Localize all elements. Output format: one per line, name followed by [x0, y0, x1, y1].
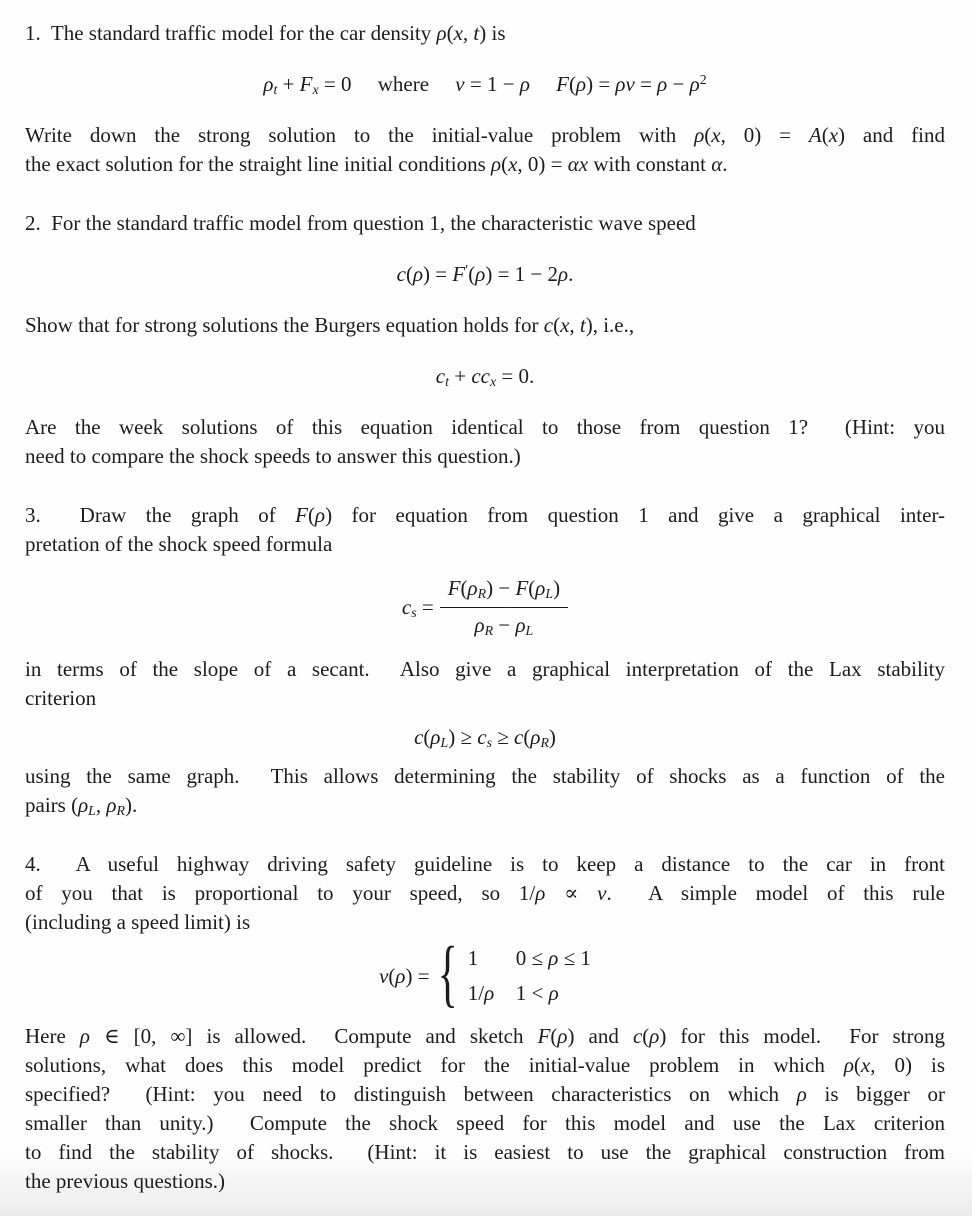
problem-1 [25, 19, 945, 179]
problem-1-heading: 1. The standard traffic model for the car density ρ(x, t) is [25, 21, 506, 45]
fraction [440, 574, 568, 640]
case-2-condition: 1 < ρ [515, 981, 559, 1005]
problem-3-text-line-3: using the same graph. This allows determining the stability of shocks as a function of the [25, 764, 945, 788]
fraction-numerator: $F(\rho_R) - F(\rho_L)$ [440, 574, 568, 608]
case-2-value: 1/ρ [467, 981, 495, 1005]
problem-4-heading-line-1: 4. A useful highway driving safety guideline is to keep a distance to the car in front [25, 852, 945, 876]
problem-4 [25, 850, 945, 1196]
case-row-2 [468, 979, 591, 1008]
lax-stability-criterion: $c(\rho_L) \ge c_s \ge c(\rho_R)$ [414, 725, 556, 751]
traffic-model-equation: $\rho_t + F_x = 0$ where v = 1 − ρ $F(\rho) = \rho v = \rho - \rho^2$ [263, 72, 707, 98]
shock-speed-formula [25, 574, 945, 640]
fraction-denominator: $\rho_R - \rho_L$ [474, 613, 534, 639]
problem-4-heading-line-3: (including a speed limit) is [25, 910, 251, 934]
case-1-value: 1 [467, 946, 479, 970]
problem-2-heading: 2. For the standard traffic model from question 1, the characteristic wave speed [25, 211, 696, 235]
problem-4-text-line-1: Here ρ ∈ [0, ∞] is allowed. Compute and sketch F(ρ) and c(ρ) for this model. For strong [25, 1024, 945, 1048]
piecewise-cases [468, 944, 591, 1008]
problem-2 [25, 209, 945, 471]
shock-speed-lhs: $c_s$ = [401, 594, 434, 620]
wave-speed-equation: c(ρ) = F′(ρ) = 1 − 2ρ. [396, 262, 574, 286]
problem-2-text-line-2: Are the week solutions of this equation identical to those from question 1? (Hint: you [25, 415, 945, 439]
problem-4-text-line-4: smaller than unity.) Compute the shock speed for this model and use the Lax criterion [25, 1111, 945, 1135]
problem-3-text-line-2: criterion [25, 686, 97, 710]
case-1-condition: 0 ≤ ρ ≤ 1 [515, 946, 591, 970]
left-brace: { [437, 933, 458, 1017]
problem-4-text-line-6: the previous questions.) [25, 1169, 226, 1193]
case-row-1 [468, 944, 591, 973]
problem-3-heading-line-1: 3. Draw the graph of F(ρ) for equation from question 1 and give a graphical inter- [25, 503, 946, 527]
problem-4-text-line-2: solutions, what does this model predict for the initial-value problem in which ρ(x, 0) is [25, 1053, 946, 1077]
burgers-equation: $c_t + cc_x = 0$. [435, 364, 535, 390]
problem-4-text-line-5: to find the stability of shocks. (Hint: it is easiest to use the graphical construction from [25, 1140, 945, 1164]
problem-2-text-line-3: need to compare the shock speeds to answer this question.) [25, 444, 521, 468]
shock-speed-formula-row [402, 574, 568, 640]
problem-3-text-line-4: pairs ($\rho_L$, $\rho_R$). [25, 793, 138, 819]
speed-model-equation [25, 933, 945, 1017]
problem-1-text-line-2: the exact solution for the straight line initial conditions ρ(x, 0) = αx with constant α. [25, 152, 728, 176]
problem-3-text-line-1: in terms of the slope of a secant. Also give a graphical interpretation of the Lax stability [25, 657, 945, 681]
piecewise-row [379, 933, 591, 1017]
problem-4-text-line-3: specified? (Hint: you need to distinguish between characteristics on which ρ is bigger or [25, 1082, 945, 1106]
problem-3 [25, 501, 945, 820]
problem-1-text-line-1: Write down the strong solution to the initial-value problem with ρ(x, 0) = A(x) and find [25, 123, 945, 147]
problem-3-heading-line-2: pretation of the shock speed formula [25, 532, 333, 556]
piecewise-lhs: v(ρ) = [379, 963, 430, 988]
problem-4-heading-line-2: of you that is proportional to your speed, so 1/ρ ∝ v. A simple model of this rule [25, 881, 945, 905]
problem-2-text-line-1: Show that for strong solutions the Burgers equation holds for c(x, t), i.e., [25, 313, 635, 337]
